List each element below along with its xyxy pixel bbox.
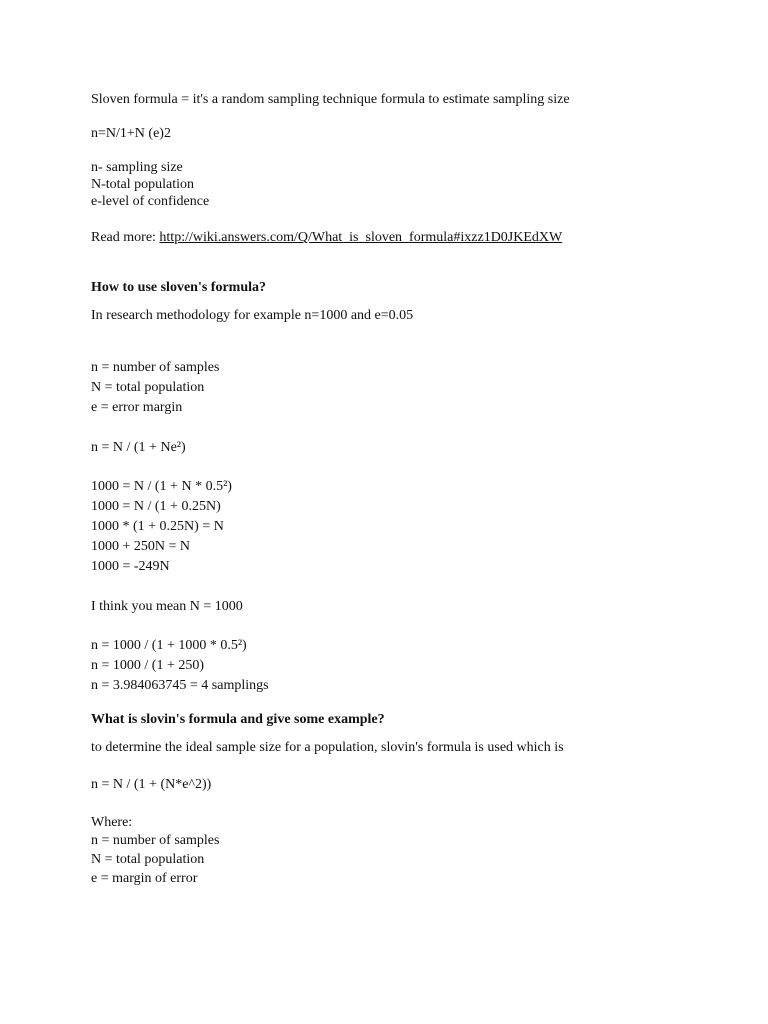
read-more-link[interactable]: http://wiki.answers.com/Q/What_is_sloven_formula#ixzz1D0JKEdXW xyxy=(159,230,563,245)
solution-step: n = 1000 / (1 + 1000 * 0.5²) xyxy=(91,638,247,653)
calc-step: 1000 = N / (1 + N * 0.5²) xyxy=(91,479,232,494)
calc-step: 1000 + 250N = N xyxy=(91,539,191,554)
section-heading: What is slovin's formula and give some example? xyxy=(91,712,385,727)
definition-line: e = margin of error xyxy=(91,871,198,886)
section-intro: to determine the ideal sample size for a population, slovin's formula is used which is xyxy=(91,740,564,755)
section-heading: How to use sloven's formula? xyxy=(91,280,266,295)
read-more-label: Read more: xyxy=(91,230,160,245)
var-definition: e-level of confidence xyxy=(91,194,210,209)
formula-line: n = N / (1 + Ne²) xyxy=(91,440,186,455)
note-line: I think you mean N = 1000 xyxy=(91,599,243,614)
definition-line: n = number of samples xyxy=(91,360,220,375)
read-more-line xyxy=(91,229,562,246)
definition-line: N = total population xyxy=(91,852,205,867)
var-definition: N-total population xyxy=(91,177,195,192)
formula-line: n = N / (1 + (N*e^2)) xyxy=(91,777,212,792)
definition-text: Sloven formula = it's a random sampling technique formula to estimate sampling size xyxy=(91,92,570,107)
where-label: Where: xyxy=(91,815,133,830)
section-intro: In research methodology for example n=1000 and e=0.05 xyxy=(91,308,414,323)
calc-step: 1000 * (1 + 0.25N) = N xyxy=(91,519,224,534)
solution-step: n = 1000 / (1 + 250) xyxy=(91,658,205,673)
calc-step: 1000 = -249N xyxy=(91,559,170,574)
calc-step: 1000 = N / (1 + 0.25N) xyxy=(91,499,221,514)
definition-line: N = total population xyxy=(91,380,205,395)
sloven-formula-text: n=N/1+N (e)2 xyxy=(91,126,171,141)
var-definition: n- sampling size xyxy=(91,160,183,175)
definition-line: e = error margin xyxy=(91,400,183,415)
definition-line: n = number of samples xyxy=(91,833,220,848)
solution-step: n = 3.984063745 = 4 samplings xyxy=(91,678,269,693)
